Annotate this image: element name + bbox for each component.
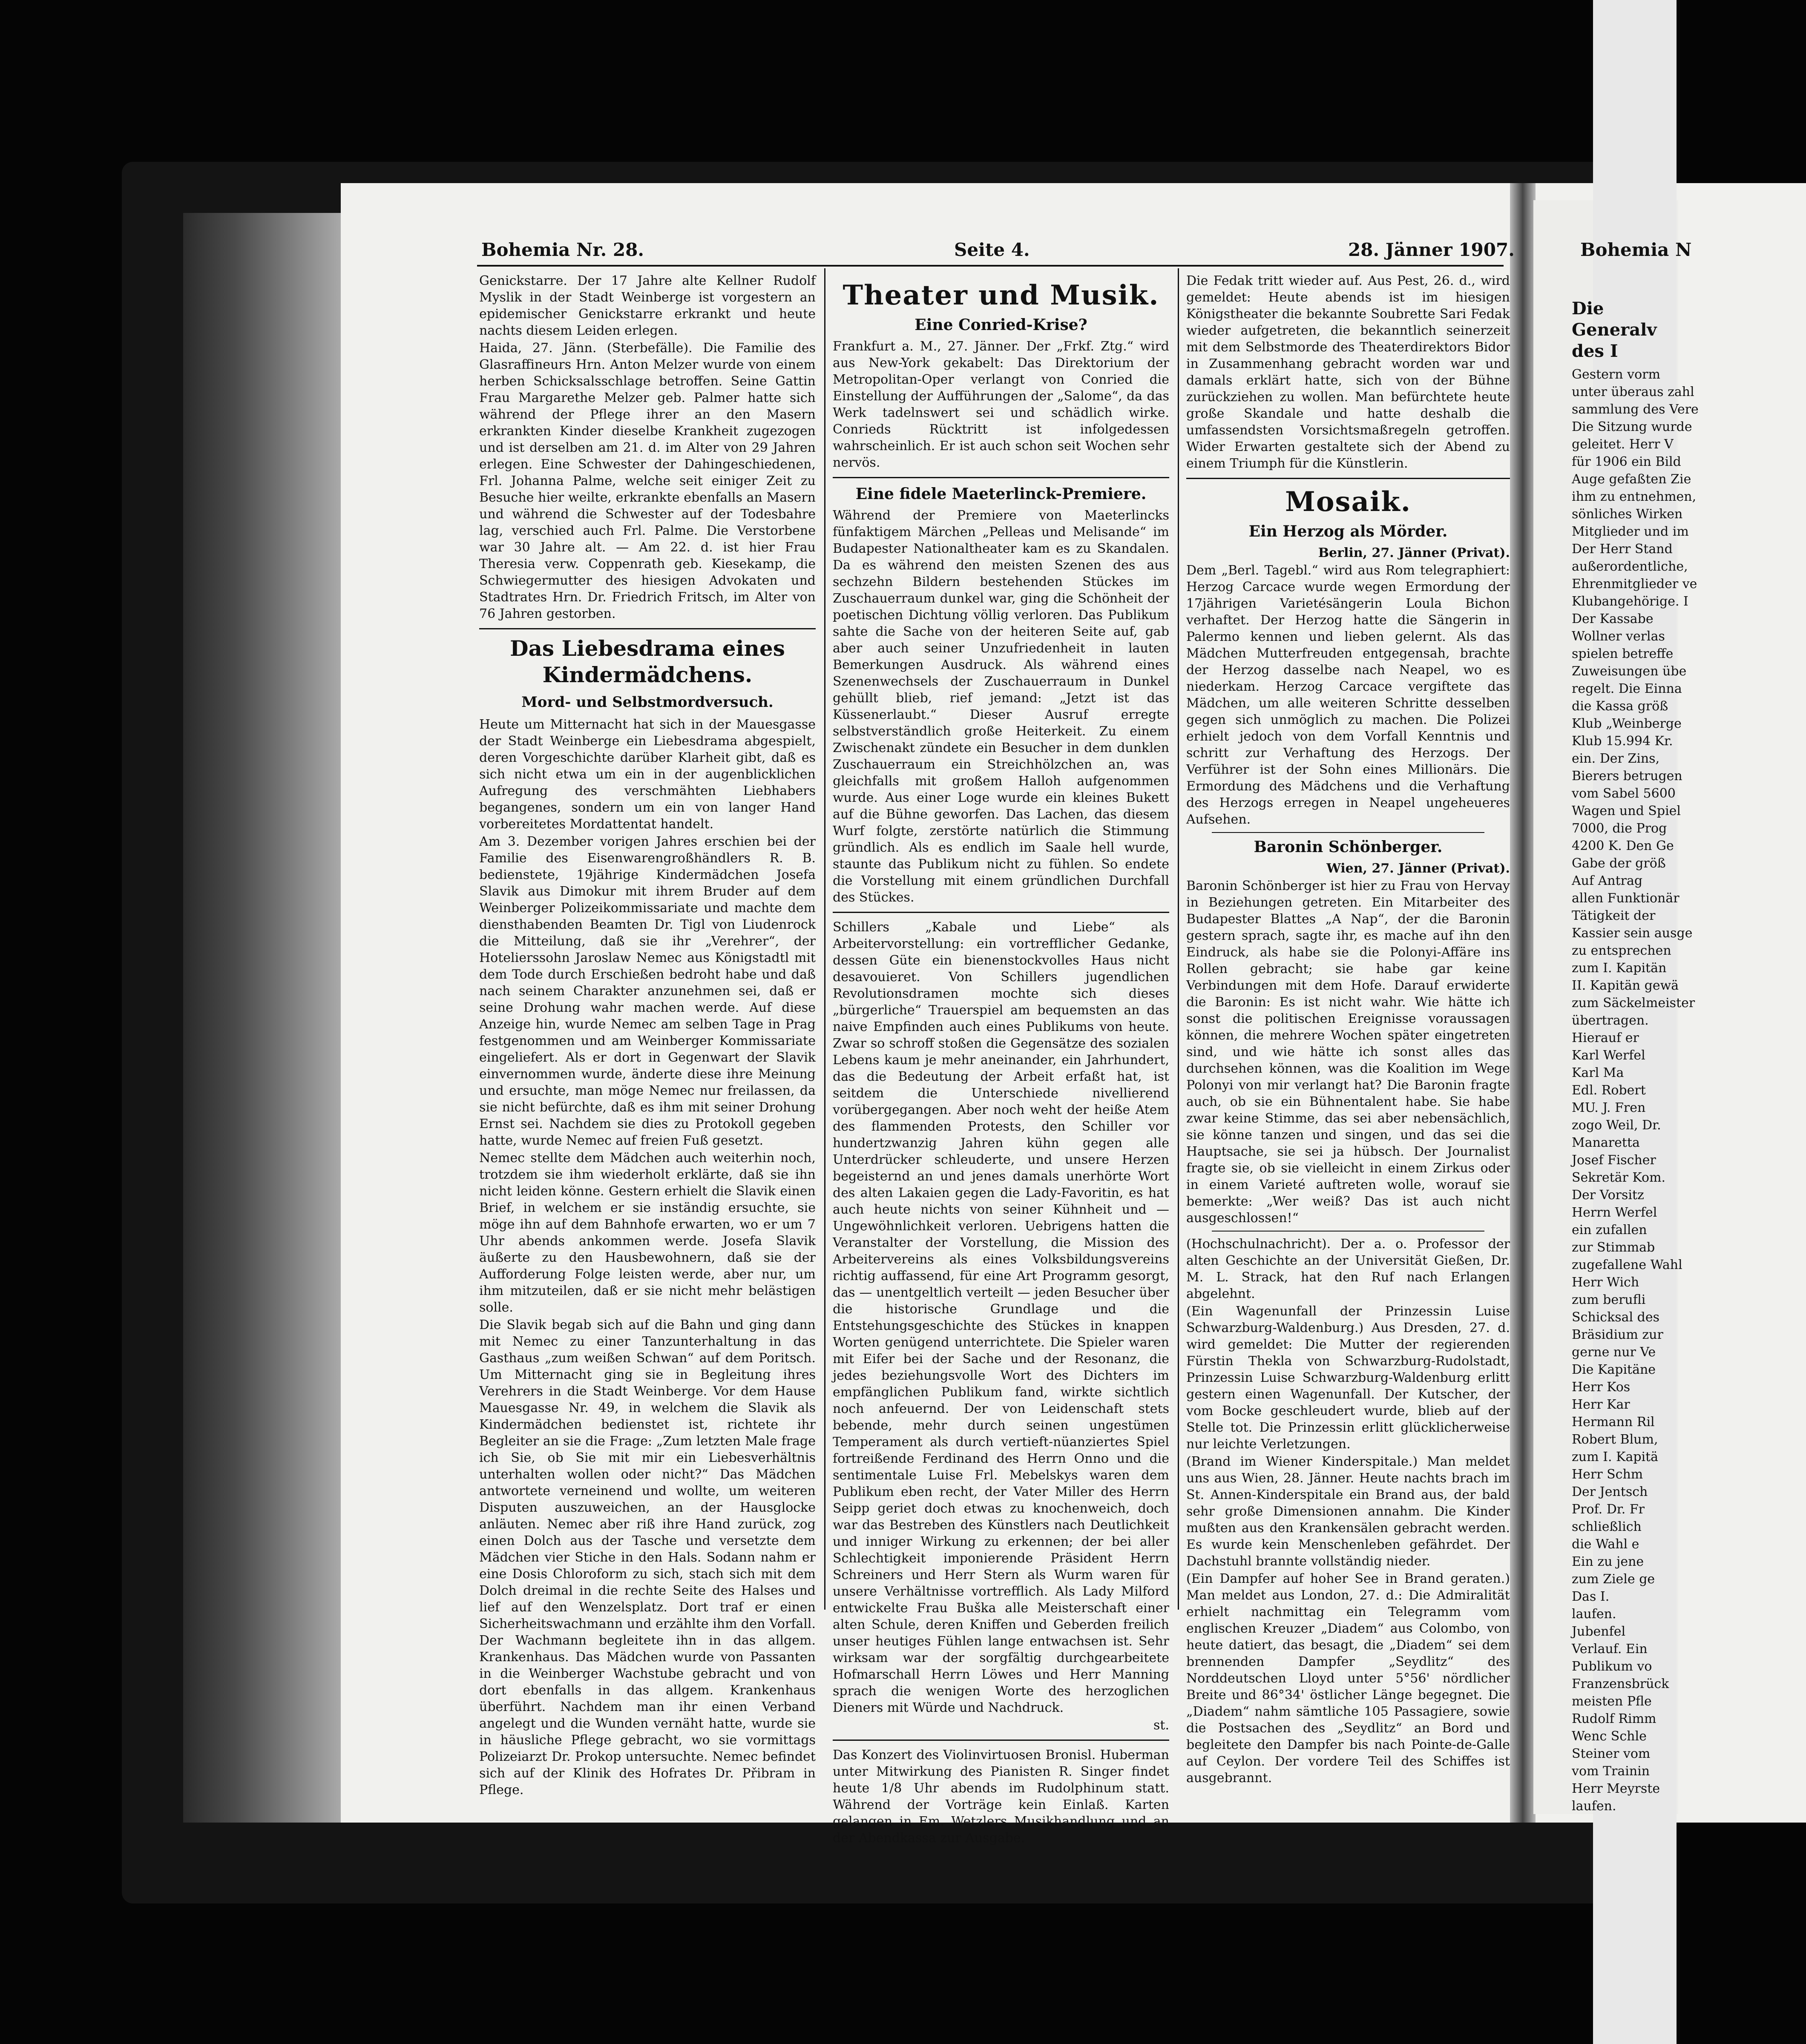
partial-text-line: Herr Kos: [1572, 1380, 1631, 1395]
partial-text-line: Gabe der größ: [1572, 856, 1666, 871]
partial-text-line: Auge gefaßten Zie: [1572, 472, 1691, 487]
partial-text-line: Hierauf er: [1572, 1031, 1639, 1045]
partial-text-line: meisten Pfle: [1572, 1694, 1652, 1709]
partial-text-line: Karl Ma: [1572, 1065, 1624, 1080]
news-haida: Haida, 27. Jänn. (Sterbefälle). Die Familie des Glasraffineurs Hrn. Anton Melzer wurde von einem herben Schicksalsschlage betroffen. Seine Gattin Frau Margarethe Melzer geb. Palmer hatte sich während der Pflege ihrer an den Masern erkrankten Kinder dieselbe Krankheit zugezogen und ist derselben am 21. d. im Alter von 29 Jahren erlegen. Eine Schwester der Dahingeschiedenen, Frl. Johanna Palme, welche seit einiger Zeit zu Besuche hier weilte, erkrankte ebenfalls an Masern und während die Schwester auf der Todesbahre lag, verschied auch Frl. Palme. Die Verstorbene war 30 Jahre alt. — Am 22. d. ist hier Frau Theresia verw. Coppenrath geb. Kiesekamp, die Schwiegermutter des hiesigen Advokaten und Stadtrates Hrn. Dr. Friedrich Fritsch, im Alter von 76 Jahren gestorben.: [479, 341, 816, 621]
partial-text-line: Ein zu jene: [1572, 1554, 1644, 1569]
partial-text-line: Manaretta: [1572, 1135, 1640, 1150]
article-paragraph: Frankfurt a. M., 27. Jänner. Der „Frkf. Ztg.“ wird aus New-York gekabelt: Das Direktorium der Metropolitan-Oper verlangt von Conried die Einstellung der Aufführungen der „Salome“, da das Werk tadelnswert sei und schädlich wirke. Conrieds Rücktritt ist infolgedessen wahrscheinlich. Er ist auch schon seit Wochen sehr nervös.: [833, 339, 1169, 470]
partial-text-line: Der Kassabe: [1572, 611, 1654, 626]
partial-text-line: Klub „Weinberge: [1572, 716, 1682, 731]
header-paper-name: Bohemia Nr. 28.: [481, 239, 644, 260]
article-title-maeterlinck: Eine fidele Maeterlinck-Premiere.: [855, 485, 1147, 503]
partial-text-line: zum berufli: [1572, 1292, 1646, 1307]
partial-text-line: Josef Fischer: [1572, 1153, 1656, 1168]
partial-text-line: Der Vorsitz: [1572, 1188, 1644, 1203]
article-signature: st.: [1153, 1718, 1169, 1733]
news-wagenunfall: (Ein Wagenunfall der Prinzessin Luise Schwarzburg-Waldenburg.) Aus Dresden, 27. d. wird gemeldet: Die Mutter der regierenden Fürstin Thekla von Schwarzburg-Rudolstadt, Prinzessin Luise Schwarzburg-Waldenburg erlitt gestern einen Wagenunfall. Der Kutscher, der vom Bocke geschleudert wurde, blieb auf der Stelle tot. Die Prinzessin erlitt glücklicherweise nur leichte Verletzungen.: [1186, 1304, 1510, 1452]
column-divider: [833, 477, 1169, 478]
article-subtitle-mordversuch: Mord- und Selbstmordversuch.: [521, 694, 774, 711]
column-rule: [824, 268, 825, 1610]
column-divider: [479, 628, 816, 629]
news-hochschulnachricht: (Hochschulnachricht). Der a. o. Professor der alten Geschichte an der Universität Gießen, Dr. M. L. Strack, hat den Ruf nach Erlangen abgelehnt.: [1186, 1237, 1510, 1301]
partial-text-line: 7000, die Prog: [1572, 821, 1667, 836]
dateline: Berlin, 27. Jänner (Privat).: [1318, 545, 1510, 560]
partial-text-line: Gestern vorm: [1572, 367, 1660, 382]
partial-text-line: Bräsidium zur: [1572, 1327, 1663, 1342]
article-huberman-concert: Das Konzert des Violinvirtuosen Bronisl. Huberman unter Mitwirkung des Pianisten R. Singer findet heute 1/8 Uhr abends im Rudolphinum statt. Während der Vorträge kein Einlaß. Karten gelangen in Em. Wetzlers Musikhandlung und an der Abendkassa zur Ausgabe.: [833, 1748, 1169, 1846]
partial-text-line: Tätigkeit der: [1572, 908, 1656, 923]
partial-text-line: ein zufallen: [1572, 1223, 1647, 1237]
partial-text-line: ein. Der Zins,: [1572, 751, 1660, 766]
partial-text-line: Hermann Ril: [1572, 1415, 1655, 1430]
partial-text-line: geleitet. Herr V: [1572, 437, 1674, 452]
partial-text-line: zum I. Kapitän: [1572, 961, 1667, 976]
partial-text-line: spielen betreffe: [1572, 646, 1674, 661]
partial-text-line: laufen.: [1572, 1799, 1616, 1814]
partial-text-line: Mitglieder und im: [1572, 524, 1689, 539]
article-kabale-und-liebe: Schillers „Kabale und Liebe“ als Arbeitervorstellung: ein vortrefflicher Gedanke, dessen Güte ein bienenstockvolles Haus nicht desavouieret. Von Schillers jugendlichen Revolutionsdramen mochte sich dieses „bürgerliche“ Trauerspiel am bequemsten an das naive Empfinden auch eines Publikums von heute. Zwar so schroff stoßen die Gegensätze des sozialen Lebens kaum je mehr aneinander, ein Jahrhundert, das die Bedeutung der Arbeit erfaßt hat, ist seitdem die Unterschiede nivellierend vorübergegangen. Aber noch weht der heiße Atem des flammenden Protests, den Schiller vor hundertzwanzig Jahren kühn gegen alle Unterdrücker schleuderte, und unsere Herzen begeisternd an und jenes damals unerhörte Wort des alten Lakaien gegen die Lady-Favoritin, es hat auch heute nichts von seiner Kühnheit und — Ungewöhnlichkeit verloren. Uebrigens hatten die Veranstalter der Vorstellung, die Mission des Arbeitervereins als eines Volksbildungsvereins richtig auffassend, für eine Art Programm gesorgt, das — unentgeltlich verteilt — jeden Besucher über die historische Grundlage und die Entstehungsgeschichte des Stückes in knappen Worten genügend unterrichtete. Die Spieler waren mit Eifer bei der Sache und der Resonanz, die jedes beziehungsvolle Wort des Dichters im empfänglichen Publikum fand, wirkte sichtlich noch anfeuernd. Der von Leidenschaft stets bebende, mehr durch seinen ungestümen Temperament als durch vertieft-nüanziertes Spiel fortreißende Ferdinand des Herrn Onno und die sentimentale Luise Frl. Mebelskys waren dem Publikum eben recht, der Vater Miller des Herrn Seipp geriet doch etwas zu knochenweich, doch war das Bestreben des Künstlers nach Deutlichkeit und inniger Wirkung zu erkennen; der bei aller Schlechtigkeit imponierende Präsident Herrn Schreiners und Herr Stern als Wurm waren für unsere Verhältnisse vortrefflich. Als Lady Milford entwickelte Frau Buška alle Meisterschaft einer alten Schule, deren Kniffen und Geberden freilich unser heutiges Fühlen lange entwachsen ist. Sehr wirksam war der sorgfältig durchgearbeitete Hofmarschall Herrn Löwes und Herr Manning sprach die wenigen Worte des herzoglichen Dieners mit Würde und Nachdruck.: [833, 920, 1169, 1715]
partial-text-line: Verlauf. Ein: [1572, 1642, 1648, 1656]
partial-text-line: vom Sabel 5600: [1572, 786, 1676, 801]
partial-text-line: Wagen und Spiel: [1572, 804, 1681, 818]
header-page-number: Seite 4.: [954, 239, 1030, 260]
book-page-edges: [183, 213, 358, 1823]
partial-text-line: für 1906 ein Bild: [1572, 454, 1681, 469]
partial-text-line: vom Trainin: [1572, 1764, 1650, 1779]
partial-text-line: Der Herr Stand: [1572, 542, 1673, 557]
partial-text-line: gerne nur Ve: [1572, 1345, 1656, 1360]
partial-text-line: Robert Blum,: [1572, 1432, 1658, 1447]
partial-text-line: Auf Antrag: [1572, 873, 1643, 888]
article-paragraph: Am 3. Dezember vorigen Jahres erschien bei der Familie des Eisenwarengroßhändlers R. B. bedienstete, 19jährige Kindermädchen Josefa Slavik aus Dimokur mit ihrem Bruder auf dem Weinberger Polizeikommissariate und machte dem diensthabenden Beamten Dr. Tigl von Liudenrock die Mitteilung, daß sie ihr „Verehrer“, der Hotelierssohn Jaroslaw Nemec aus Königstadtl mit dem Tode durch Erschießen bedroht habe und daß nach seinem Charakter anzunehmen sei, daß er seine Drohung wahr machen werde. Auf diese Anzeige hin, wurde Nemec am selben Tage in Prag festgenommen und am Weinberger Kommissariate eingeliefert. Als er dort in Gegenwart der Slavik einvernommen wurde, änderte diese ihre Meinung und ersuchte, man möge Nemec nur freilassen, da sie nicht befürchte, daß es ihm mit seiner Drohung Ernst sei. Nachdem sie dies zu Protokoll gegeben hatte, wurde Nemec auf freien Fuß gesetzt.: [479, 834, 816, 1148]
column-3: [1186, 273, 1510, 1786]
dateline: Wien, 27. Jänner (Privat).: [1326, 861, 1510, 876]
partial-text-line: Ehrenmitglieder ve: [1572, 577, 1697, 591]
article-divider: [1212, 832, 1484, 833]
partial-text-line: laufen.: [1572, 1607, 1616, 1622]
partial-text-line: Franzensbrück: [1572, 1677, 1669, 1691]
partial-text-line: Edl. Robert: [1572, 1083, 1646, 1098]
article-title-herzog: Ein Herzog als Mörder.: [1248, 522, 1448, 540]
news-dampfer-brand: (Ein Dampfer auf hoher See in Brand geraten.) Man meldet aus London, 27. d.: Die Admiralität erhielt nachmittag ein Telegramm vom englischen Kreuzer „Diadem“ aus Colombo, von heute datiert, das besagt, die „Diadem“ sei dem brennenden Dampfer „Seydlitz“ des Norddeutschen Lloyd unter 5°56' nördlicher Breite und 86°34' östlicher Länge begegnet. Die „Diadem“ nahm sämtliche 105 Passagiere, sowie die Postsachen des „Seydlitz“ an Bord und begleitete den Dampfer bis nach Pointe-de-Galle auf Ceylon. Der vordere Teil des Schiffes ist ausgebrannt.: [1186, 1571, 1510, 1786]
partial-text-line: Wollner verlas: [1572, 629, 1665, 644]
column-4-partial: [1572, 298, 1699, 1814]
partial-text-line: Herr Meyrste: [1572, 1781, 1660, 1796]
header-rule: [477, 265, 1504, 267]
partial-text-line: die Wahl e: [1572, 1537, 1639, 1552]
partial-text-line: Das I.: [1572, 1589, 1610, 1604]
column-rule: [1178, 268, 1179, 1610]
partial-text-line: zum Säckelmeister: [1572, 996, 1695, 1011]
partial-text-line: Jubenfel: [1572, 1624, 1626, 1639]
column-1: [479, 273, 816, 1797]
partial-text-line: MU. J. Fren: [1572, 1100, 1646, 1115]
partial-text-line: Publikum vo: [1572, 1659, 1652, 1674]
partial-text-line: allen Funktionär: [1572, 891, 1679, 906]
section-title-theater: Theater und Musik.: [843, 279, 1159, 311]
header-date: 28. Jänner 1907.: [1348, 239, 1515, 260]
column-divider: [833, 912, 1169, 913]
partial-text-line: übertragen.: [1572, 1013, 1649, 1028]
partial-text-line: ihm zu entnehmen,: [1572, 489, 1697, 504]
partial-text-line: Steiner vom: [1572, 1746, 1651, 1761]
article-title-liebesdrama: Das Liebesdrama eines Kindermädchens.: [510, 636, 785, 687]
partial-text-line: Karl Werfel: [1572, 1048, 1645, 1063]
partial-text-line: Die Kapitäne: [1572, 1362, 1656, 1377]
column-divider: [1186, 478, 1510, 479]
partial-text-line: zu entsprechen: [1572, 943, 1671, 958]
article-paragraph: Heute um Mitternacht hat sich in der Mauesgasse der Stadt Weinberge ein Liebesdrama abgespielt, deren Vorgeschichte darüber Klarheit gibt, daß es sich nicht etwa um ein in der augenblicklichen Aufregung des verschmähten Liebhabers begangenes, sondern um ein von langer Hand vorbereitetes Mordattentat handelt.: [479, 717, 816, 832]
partial-text-line: Klub 15.994 Kr.: [1572, 734, 1673, 749]
partial-text-line: Die Sitzung wurde: [1572, 419, 1692, 434]
partial-text-line: Herr Kar: [1572, 1397, 1630, 1412]
article-title-conried: Eine Conried-Krise?: [915, 316, 1087, 334]
partial-text-lines: [1572, 366, 1699, 1814]
column-divider: [833, 1740, 1169, 1741]
partial-text-line: Sekretär Kom.: [1572, 1170, 1666, 1185]
partial-text-line: Der Jentsch: [1572, 1484, 1648, 1499]
article-paragraph: Baronin Schönberger ist hier zu Frau von Hervay in Beziehungen getreten. Ein Mitarbeiter des Budapester Blattes „A Nap“, der die Baronin gestern sprach, sagte ihr, es mache auf ihn den Eindruck, als habe sie die Polonyi-Affäre ins Rollen gebracht; sie habe gar keine Verbindungen mit dem Hofe. Darauf erwiderte die Baronin: Es ist nicht wahr. Wie hätte ich sonst die politischen Ereignisse voraussagen können, die mehrere Wochen später eingetreten sind, und wie hätte ich sonst alles das durchsehen können, was die Koalition im Wege Polonyi von mir verlangt hat? Die Baronin fragte auch, ob sie ein Bühnentalent habe. Sie habe zwar keine Stimme, das sei aber nebensächlich, sie könne tanzen und singen, und das sei die Hauptsache, sie sei ja hübsch. Der Journalist fragte sie, ob sie vielleicht in einem Zirkus oder in einem Varieté auftreten wolle, worauf sie bemerkte: „Wer weiß? Das ist auch nicht ausgeschlossen!“: [1186, 878, 1510, 1226]
partial-text-line: regelt. Die Einna: [1572, 681, 1682, 696]
partial-text-line: zur Stimmab: [1572, 1240, 1655, 1255]
partial-text-line: zum Ziele ge: [1572, 1572, 1655, 1587]
article-title-schoenberger: Baronin Schönberger.: [1254, 838, 1443, 856]
section-title-mosaik: Mosaik.: [1285, 486, 1411, 518]
article-paragraph: Dem „Berl. Tagebl.“ wird aus Rom telegraphiert: Herzog Carcace wurde wegen Ermordung der 17jährigen Varietésängerin Loula Bichon verhaftet. Der Herzog hatte die Sängerin in Palermo kennen und lieben gelernt. Als das Mädchen Mutterfreuden entgegensah, brachte der Herzog dasselbe nach Neapel, wo es niederkam. Herzog Carcace vergiftete das Mädchen, um alle weiteren Schritte desselben gegen sich unmöglich zu machen. Die Polizei erhielt jedoch von dem Vorfall Kenntnis und schritt zur Verhaftung des Herzogs. Der Verführer ist der Sohn eines Millionärs. Die Ermordung des Mädchens und die Verhaftung des Herzogs erregen in Neapel ungeheueres Aufsehen.: [1186, 563, 1510, 827]
article-paragraph: Die Slavik begab sich auf die Bahn und ging dann mit Nemec zu einer Tanzunterhaltung in das Gasthaus „zum weißen Schwan“ auf dem Poritsch. Um Mitternacht ging sie in Begleitung ihres Verehrers in die Stadt Weinberge. Vor dem Hause Mauesgasse Nr. 49, in welchem die Slavik als Kindermädchen bedienstet ist, richtete ihr Begleiter an sie die Frage: „Zum letzten Male frage ich Sie, ob Sie mit mir ein Liebesverhältnis unterhalten wollen oder nicht?“ Das Mädchen antwortete verneinend und wollte, um weiteren Disputen auszuweichen, an der Hausglocke anläuten. Nemec aber riß ihre Hand zurück, zog einen Dolch aus der Tasche und versetzte dem Mädchen vier Stiche in den Hals. Sodann nahm er eine Dosis Chloroform zu sich, stach sich mit dem Dolch dreimal in die rechte Seite des Halses und lief auf den Wenzelsplatz. Dort traf er einen Sicherheitswachmann und erzählte ihm den Vorfall. Der Wachmann begleitete ihn in das allgem. Krankenhaus. Das Mädchen wurde von Passanten in die Weinberger Wachstube gebracht und von dort ebenfalls in das allgem. Krankenhaus überführt. Nachdem man ihr einen Verband angelegt und die Wunden vernäht hatte, wurde sie in häusliche Pflege gebracht, wo sie vormittags Polizeiarzt Dr. Prokop untersuchte. Nemec befindet sich auf der Klinik des Hofrates Dr. Přibram in Pflege.: [479, 1318, 816, 1797]
article-title-generalversammlung: Die Generalv des I: [1572, 299, 1657, 361]
partial-text-line: Schicksal des: [1572, 1310, 1660, 1325]
partial-text-line: Bierers betrugen: [1572, 769, 1682, 784]
partial-text-line: Zuweisungen übe: [1572, 664, 1687, 679]
partial-text-line: sönliches Wirken: [1572, 507, 1683, 522]
partial-text-line: zum I. Kapitä: [1572, 1450, 1659, 1464]
partial-text-line: II. Kapitän gewä: [1572, 978, 1679, 993]
partial-text-line: unter überaus zahl: [1572, 385, 1694, 399]
partial-text-line: die Kassa größ: [1572, 699, 1668, 714]
partial-text-line: schließlich: [1572, 1519, 1642, 1534]
article-paragraph: Nemec stellte dem Mädchen auch weiterhin noch, trotzdem sie ihm wiederholt erklärte, daß sie ihn nicht leiden könne. Gestern erhielt die Slavik einen Brief, in welchem er sie inständig ersuchte, sie möge ihn auf dem Bahnhofe erwarten, wo er um 7 Uhr abends ankommen werde. Josefa Slavik äußerte zu den Hausbewohnern, daß sie der Aufforderung Folge leisten werde, aber nur, um ihm mitzuteilen, daß er sie nicht mehr belästigen solle.: [479, 1151, 816, 1315]
article-paragraph: Während der Premiere von Maeterlincks fünfaktigem Märchen „Pelleas und Melisande“ im Budapester Nationaltheater kam es zu Skandalen. Da es während den meisten Szenen des aus sechzehn Bildern bestehenden Stückes im Zuschauerraum dunkel war, ging die Schönheit der poetischen Dichtung völlig verloren. Das Publikum sahte die Sache von der heiteren Seite auf, gab aber auch seiner Unzufriedenheit in lauten Bemerkungen Ausdruck. Als während eines Szenenwechsels der Zuschauerraum in Dunkel gehüllt blieb, rief jemand: „Jetzt ist das Küssenerlaubt.“ Dieser Ausruf erregte selbstverständlich große Heiterkeit. Zu einem Zwischenakt zündete ein Besucher in dem dunklen Zuschauerraum ein Streichhölzchen an, was gleichfalls mit großem Halloh aufgenommen wurde. Aus einer Loge wurde ein kleines Bukett auf die Bühne geworfen. Das Lachen, das diesem Wurf folgte, zerstörte natürlich die Stimmung gründlich. Als es endlich im Saale hell wurde, staunte das Publikum nicht zu fühlen. So endete die Vorstellung mit einem gründlichen Durchfall des Stückes.: [833, 508, 1169, 905]
partial-text-line: Wenc Schle: [1572, 1729, 1647, 1744]
partial-text-line: Herr Schm: [1572, 1467, 1643, 1482]
header-next-page: Bohemia N: [1580, 239, 1692, 260]
partial-text-line: Rudolf Rimm: [1572, 1711, 1656, 1726]
column-2: [833, 273, 1169, 1846]
book-gutter: [1510, 183, 1536, 1823]
partial-text-line: zogo Weil, Dr.: [1572, 1118, 1661, 1133]
partial-text-line: Klubangehörige. I: [1572, 594, 1688, 609]
partial-text-line: außerordentliche,: [1572, 559, 1688, 574]
partial-text-line: sammlung des Vere: [1572, 402, 1699, 417]
partial-text-line: Herrn Werfel: [1572, 1205, 1657, 1220]
partial-text-line: Kassier sein ausge: [1572, 926, 1693, 941]
partial-text-line: 4200 K. Den Ge: [1572, 838, 1674, 853]
news-fedak: Die Fedak tritt wieder auf. Aus Pest, 26. d., wird gemeldet: Heute abends ist im hiesigen Königstheater die bekannte Soubrette Sari Fedak wieder aufgetreten, die bekanntlich seinerzeit mit dem Selbstmorde des Theaterdirektors Bidor in Zusammenhang gebracht worden war und damals erklärt hatte, sich von der Bühne zurückziehen zu wollen. Man befürchtete heute große Skandale und hatte deshalb die umfassendsten Vorsichtsmaßregeln getroffen. Wider Erwarten gestaltete sich der Abend zu einem Triumph für die Künstlerin.: [1186, 273, 1510, 471]
partial-text-line: Prof. Dr. Fr: [1572, 1502, 1645, 1517]
partial-text-line: Herr Wich: [1572, 1275, 1639, 1290]
news-genickstarre: Genickstarre. Der 17 Jahre alte Kellner Rudolf Myslik in der Stadt Weinberge ist vorgestern an epidemischer Genickstarre erkrankt und heute nachts diesem Leiden erlegen.: [479, 273, 816, 338]
article-divider: [1212, 1231, 1484, 1232]
news-brand-kinderspital: (Brand im Wiener Kinderspitale.) Man meldet uns aus Wien, 28. Jänner. Heute nachts brach im St. Annen-Kinderspitale ein Brand aus, der bald sehr große Dimensionen annahm. Die Kinder mußten aus den Krankensälen gebracht werden. Es wurde kein Menschenleben gefährdet. Der Dachstuhl brannte vollständig nieder.: [1186, 1454, 1510, 1569]
partial-text-line: zugefallene Wahl: [1572, 1257, 1682, 1272]
